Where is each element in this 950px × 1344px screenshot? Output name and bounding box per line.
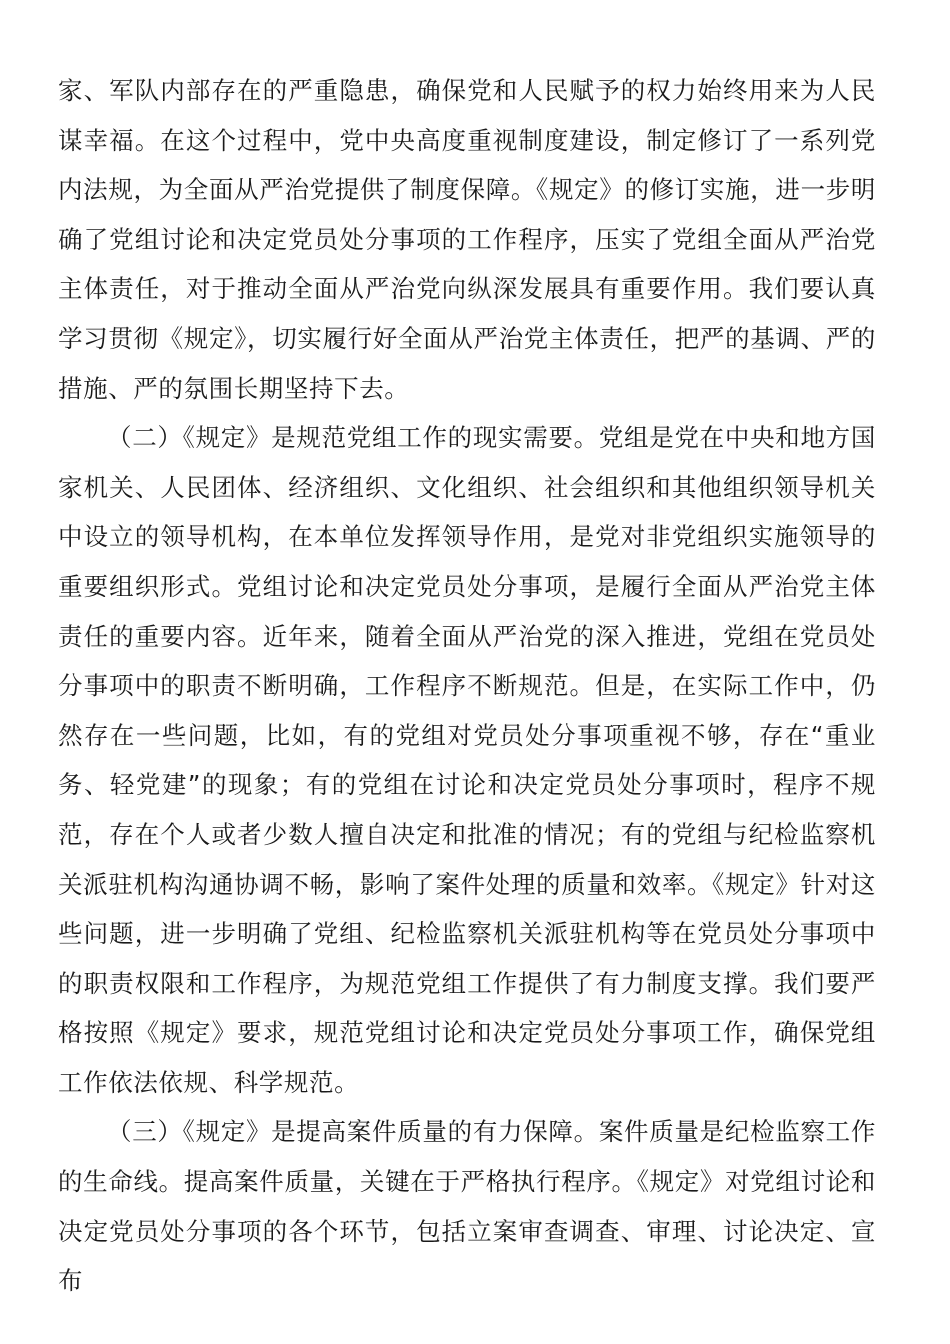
paragraph-section-two: （二）《规定》是规范党组工作的现实需要。党组是党在中央和地方国家机关、人民团体、经济组织、文化组织、社会组织和其他组织领导机关中设立的领导机构，在本单位发挥领导作用，是党对非党组织实施领导的重要组织形式。党组讨论和决定党员处分事项，是履行全面从严治党主体责任的重要内容。近年来，随着全面从严治党的深入推进，党组在党员处分事项中的职责不断明确，工作程序不断规范。但是，在实际工作中，仍然存在一些问题，比如，有的党组对党员处分事项重视不够，存在“重业务、轻党建”的现象；有的党组在讨论和决定党员处分事项时，程序不规范，存在个人或者少数人擅自决定和批准的情况；有的党组与纪检监察机关派驻机构沟通协调不畅，影响了案件处理的质量和效率。《规定》针对这些问题，进一步明确了党组、纪检监察机关派驻机构等在党员处分事项中的职责权限和工作程序，为规范党组工作提供了有力制度支撑。我们要严格按照《规定》要求，规范党组讨论和决定党员处分事项工作，确保党组工作依法依规、科学规范。 <box>58 423 876 1097</box>
paragraph-continuation: 家、军队内部存在的严重隐患，确保党和人民赋予的权力始终用来为人民谋幸福。在这个过程中，党中央高度重视制度建设，制定修订了一系列党内法规，为全面从严治党提供了制度保障。《规定》的修订实施，进一步明确了党组讨论和决定党员处分事项的工作程序，压实了党组全面从严治党主体责任，对于推动全面从严治党向纵深发展具有重要作用。我们要认真学习贯彻《规定》，切实履行好全面从严治党主体责任，把严的基调、严的措施、严的氛围长期坚持下去。 <box>58 76 876 403</box>
document-page <box>58 66 876 1306</box>
paragraph-section-three: （三）《规定》是提高案件质量的有力保障。案件质量是纪检监察工作的生命线。提高案件质量，关键在于严格执行程序。《规定》对党组讨论和决定党员处分事项的各个环节，包括立案审查调查、审理、讨论决定、宣布 <box>58 1117 876 1296</box>
